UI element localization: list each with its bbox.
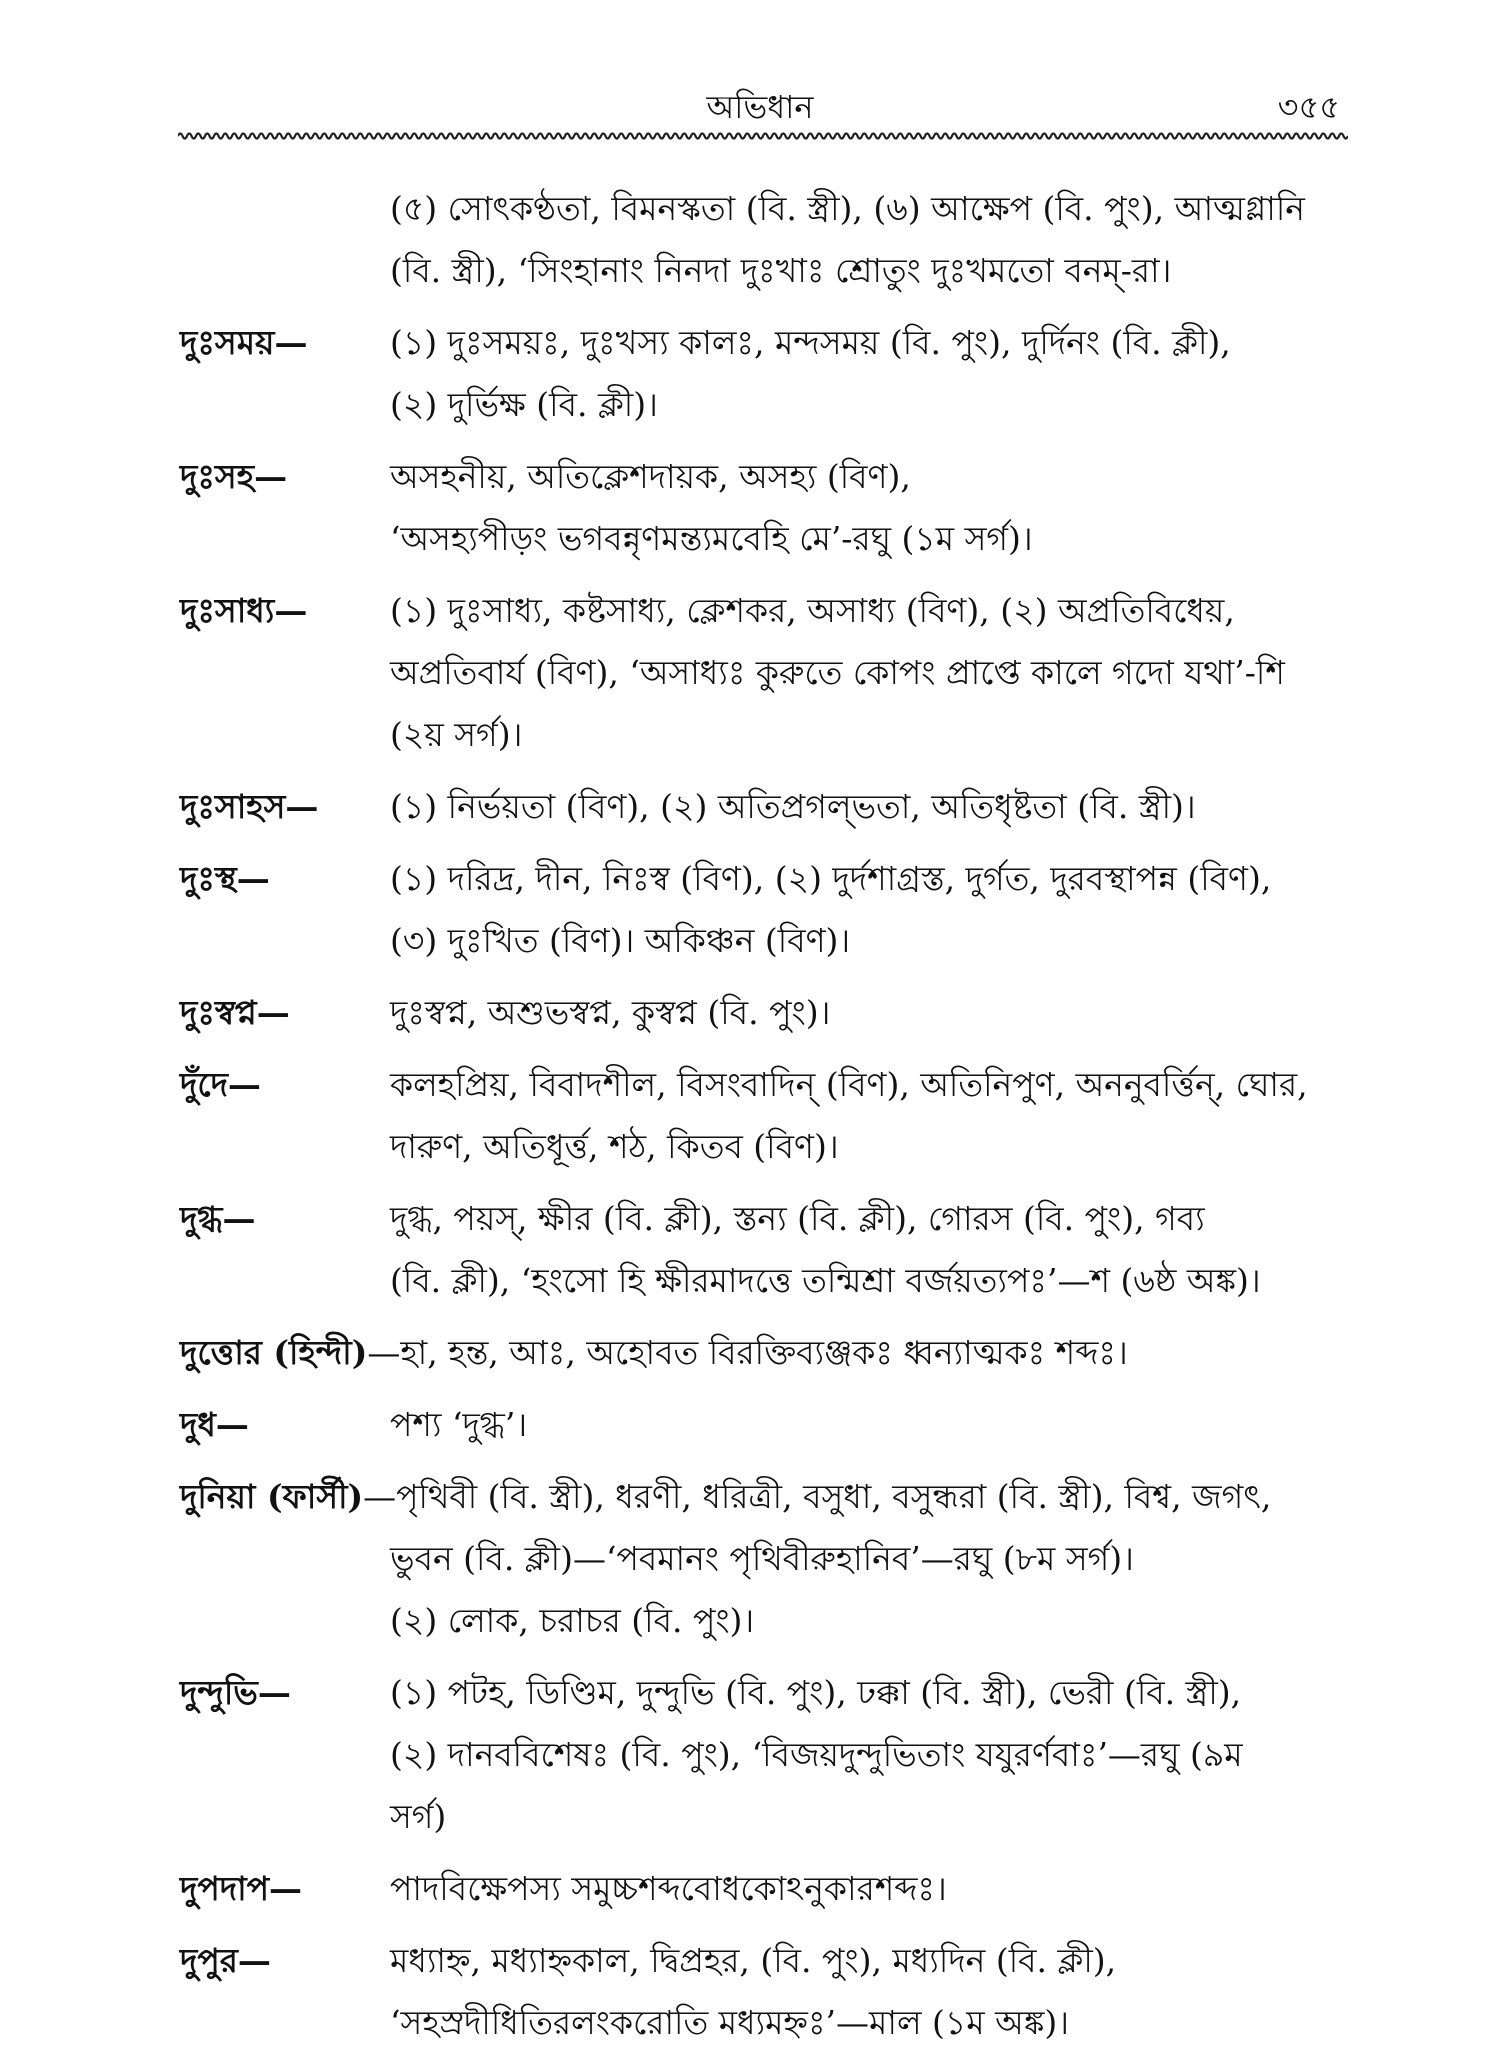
entry-definition-line: দুগ্ধ, পয়স্, ক্ষীর (বি. ক্লী), স্তন্য (বি. ক্লী), গোরস (বি. পুং), গব্য (390, 1199, 1205, 1238)
entry-headword: দুঃসহ— (180, 457, 288, 496)
entry-definition-line: (২) দুর্ভিক্ষ (বি. ক্লী)। (390, 385, 658, 424)
entry-headword: দুঃস্বপ্ন— (180, 993, 290, 1032)
entry-list (180, 178, 1350, 2064)
dictionary-entry (180, 1466, 1350, 1652)
entry-definition-line (180, 1466, 1350, 1528)
entry-definition-line: (২) দানববিশেষঃ (বি. পুং), ‘বিজয়দুন্দুভিতাং যযুরর্ণবাঃ’—রঘু (৯ম (390, 1735, 1243, 1774)
entry-headword: দুপদাপ— (180, 1869, 303, 1908)
entry-headword: দুঃস্থ— (180, 859, 270, 898)
entry-definition-line (180, 1322, 1350, 1384)
entry-headword: দুঃসময়— (180, 323, 308, 362)
page-title: অভিধান (706, 88, 814, 126)
entry-definition-line: (৩) দুঃখিত (বিণ)। অকিঞ্চন (বিণ)। (390, 921, 851, 960)
entry-headword: দুগ্ধ— (180, 1199, 256, 1238)
dictionary-entry (180, 178, 1350, 302)
entry-definition-line: দুঃস্বপ্ন, অশুভস্বপ্ন, কুস্বপ্ন (বি. পুং)। (390, 993, 831, 1032)
entry-headword: দুপুর— (180, 1941, 271, 1980)
dictionary-entry (180, 1858, 1350, 1920)
entry-headword: দুঁদে— (180, 1065, 261, 1104)
entry-definition-line: পাদবিক্ষেপস্য সমুচ্চশব্দবোধকোঽনুকারশব্দঃ। (390, 1869, 947, 1908)
entry-definition-line: (বি. স্ত্রী), ‘সিংহানাং নিনদা দুঃখাঃ শ্রোতুং দুঃখমতো বনম্-রা। (390, 251, 1172, 290)
entry-definition-line: অপ্রতিবার্য (বিণ), ‘অসাধ্যঃ কুরুতে কোপং প্রাপ্তে কালে গদো যথা’-শি (390, 653, 1285, 692)
entry-definition-line: ‘অসহ্যপীড়ং ভগবন্নৃণমন্ত্যমবেহি মে’-রঘু (১ম সর্গ)। (390, 519, 1033, 558)
entry-definition-line: (১) পটহ, ডিণ্ডিম, দুন্দুভি (বি. পুং), ঢক্কা (বি. স্ত্রী), ভেরী (বি. স্ত্রী), (390, 1673, 1242, 1712)
entry-headword: দুধ— (180, 1405, 249, 1444)
entry-definition-line: ‘সহস্রদীধিতিরলংকরোতি মধ্যমহ্নঃ’—মাল (১ম অঙ্ক)। (390, 2003, 1070, 2042)
entry-definition-line: (বি. ক্লী), ‘হংসো হি ক্ষীরমাদত্তে তন্মিশ্রা বর্জয়ত্যপঃ’—শ (৬ষ্ঠ অঙ্ক)। (390, 1261, 1261, 1300)
dictionary-entry (180, 982, 1350, 1044)
page-number: ৩৫৫ (1277, 88, 1340, 126)
entry-definition-text: —পৃথিবী (বি. স্ত্রী), ধরণী, ধরিত্রী, বসুধা, বসুন্ধরা (বি. স্ত্রী), বিশ্ব, জগৎ, (363, 1477, 1272, 1516)
dictionary-entry (180, 1322, 1350, 1384)
entry-definition-line: (১) দরিদ্র, দীন, নিঃস্ব (বিণ), (২) দুর্দশাগ্রস্ত, দুর্গত, দুরবস্থাপন্ন (বিণ), (390, 859, 1272, 898)
entry-definition-text: —হা, হন্ত, আঃ, অহোবত বিরক্তিব্যঞ্জকঃ ধ্বন্যাত্মকঃ শব্দঃ। (367, 1333, 1128, 1372)
entry-definition-line: (১) নির্ভয়তা (বিণ), (২) অতিপ্রগল্ভতা, অতিধৃষ্টতা (বি. স্ত্রী)। (390, 787, 1196, 826)
dictionary-entry (180, 580, 1350, 766)
entry-definition-line: পশ্য ‘দুগ্ধ’। (390, 1405, 528, 1444)
dictionary-entry (180, 1188, 1350, 1312)
dictionary-entry (180, 312, 1350, 436)
entry-headword: দুঃসাহস— (180, 787, 319, 826)
entry-definition-line: (৫) সোৎকণ্ঠতা, বিমনস্কতা (বি. স্ত্রী), (৬) আক্ষেপ (বি. পুং), আত্মগ্লানি (390, 189, 1306, 228)
entry-definition-line: কলহপ্রিয়, বিবাদশীল, বিসংবাদিন্ (বিণ), অতিনিপুণ, অননুবর্ত্তিন্, ঘোর, (390, 1065, 1308, 1104)
dictionary-entry (180, 1054, 1350, 1178)
page-header (180, 78, 1340, 128)
entry-definition-line: (২) লোক, চরাচর (বি. পুং)। (390, 1601, 755, 1640)
entry-definition-line: অসহনীয়, অতিক্লেশদায়ক, অসহ্য (বিণ), (390, 457, 911, 496)
entry-definition-line: মধ্যাহ্ন, মধ্যাহ্নকাল, দ্বিপ্রহর, (বি. পুং), মধ্যদিন (বি. ক্লী), (390, 1941, 1117, 1980)
entry-definition-line: (১) দুঃসাধ্য, কষ্টসাধ্য, ক্লেশকর, অসাধ্য (বিণ), (২) অপ্রতিবিধেয়, (390, 591, 1235, 630)
entry-headword: দুঃসাধ্য— (180, 591, 308, 630)
entry-headword: দুত্তোর (হিন্দী) (180, 1333, 368, 1372)
entry-definition-line: দারুণ, অতিধূর্ত্ত, শঠ, কিতব (বিণ)। (390, 1127, 839, 1166)
entry-definition-line: (২য় সর্গ)। (390, 715, 523, 754)
entry-headword: দুন্দুভি— (180, 1673, 291, 1712)
dictionary-entry (180, 1662, 1350, 1848)
dictionary-entry (180, 776, 1350, 838)
entry-definition-line: ভুবন (বি. ক্লী)—‘পবমানং পৃথিবীরুহানিব’—রঘু (৮ম সর্গ)। (390, 1539, 1134, 1578)
header-wavy-rule (178, 128, 1348, 144)
dictionary-entry (180, 1394, 1350, 1456)
entry-headword: দুনিয়া (ফার্সী) (180, 1477, 364, 1516)
entry-definition-line: (১) দুঃসময়ঃ, দুঃখস্য কালঃ, মন্দসময় (বি. পুং), দুর্দিনং (বি. ক্লী), (390, 323, 1231, 362)
dictionary-entry (180, 446, 1350, 570)
dictionary-entry (180, 1930, 1350, 2054)
dictionary-entry (180, 848, 1350, 972)
entry-definition-line: সর্গ) (390, 1797, 447, 1836)
